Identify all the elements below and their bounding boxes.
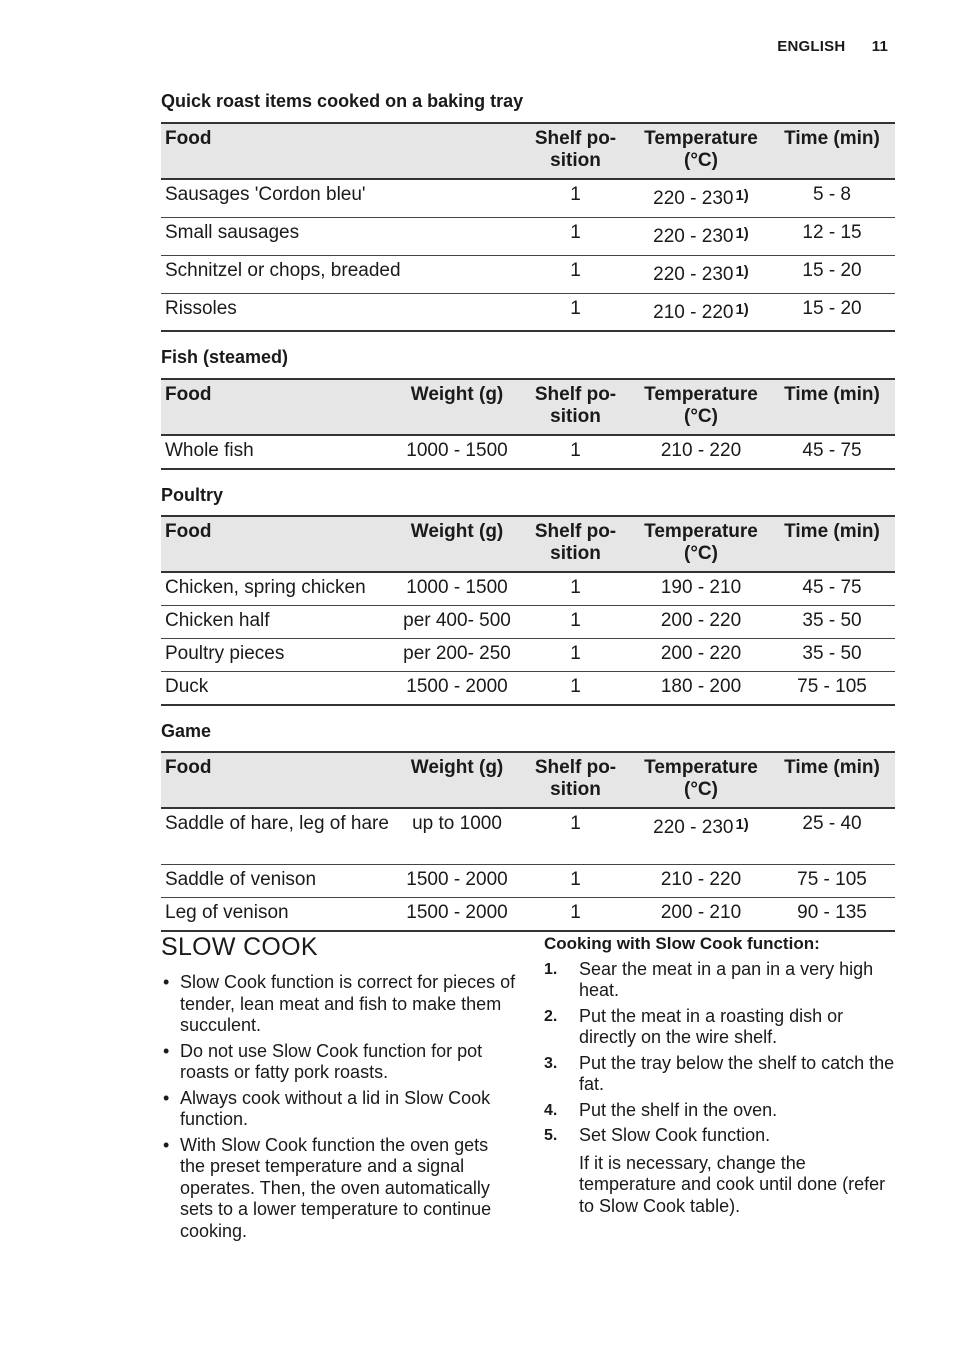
header-time: Time (min) [769, 752, 895, 808]
food-cell: Chicken, spring chicken [165, 577, 366, 598]
page-header [777, 38, 888, 55]
temperature-value: 220 - 230 [653, 188, 734, 209]
table-row [161, 864, 895, 897]
food-cell: Sausages 'Cordon bleu' [165, 184, 366, 205]
step-text: Set Slow Cook function. [579, 1125, 771, 1145]
time-cell: 15 - 20 [802, 297, 862, 319]
temperature-value: 220 - 230 [653, 817, 734, 838]
shelf-cell: 1 [570, 610, 581, 631]
step-item [544, 1100, 896, 1122]
footnote-marker: 1) [735, 262, 749, 280]
quick-roast-table [161, 122, 895, 332]
food-cell: Rissoles [165, 297, 237, 319]
time-cell: 75 - 105 [797, 676, 867, 697]
language-label: ENGLISH [777, 38, 846, 55]
header-shelf [518, 123, 633, 179]
page-number: 11 [871, 38, 888, 55]
slow-cook-bullet-list [161, 972, 517, 1246]
footnote-marker: 1) [735, 816, 749, 833]
step-text: Sear the meat in a pan in a very high heat. [579, 958, 874, 1000]
time-cell: 75 - 105 [797, 868, 867, 890]
time-cell: 12 - 15 [802, 221, 862, 243]
header-food: Food [161, 752, 396, 808]
time-cell: 35 - 50 [802, 610, 862, 631]
food-cell: Small sausages [165, 221, 300, 243]
fish-table [161, 378, 895, 470]
temperature-cell [633, 808, 769, 864]
table-row [161, 606, 895, 639]
temperature-cell: 200 - 220 [660, 610, 742, 631]
step-item [544, 1125, 896, 1147]
food-cell: Whole fish [165, 440, 254, 461]
temperature-cell [633, 293, 769, 331]
food-cell: Poultry pieces [165, 643, 285, 664]
step-text: Put the meat in a roasting dish or directly on the wire shelf. [579, 1005, 844, 1047]
table-row [161, 639, 895, 672]
weight-cell: up to 1000 [412, 813, 502, 834]
temperature-cell [633, 179, 769, 217]
header-shelf-text: Shelf po- sition [534, 384, 617, 427]
weight-cell: 1500 - 2000 [406, 868, 508, 890]
temperature-value: 220 - 230 [653, 225, 734, 247]
temperature-value: 210 - 220 [653, 301, 734, 323]
weight-cell: 1500 - 2000 [406, 676, 508, 697]
header-shelf [518, 516, 633, 572]
header-shelf [518, 379, 633, 435]
footnote-marker: 1) [735, 300, 749, 318]
step-number: 4. [544, 1101, 558, 1119]
time-cell: 90 - 135 [797, 901, 867, 923]
quick-roast-title: Quick roast items cooked on a baking tray [161, 91, 524, 111]
shelf-cell: 1 [570, 676, 581, 697]
table-row [161, 217, 895, 255]
weight-cell: per 400- 500 [403, 610, 511, 631]
food-cell: Chicken half [165, 610, 270, 631]
table-row [161, 255, 895, 293]
header-temperature: Temperature (°C) [633, 752, 769, 808]
shelf-cell: 1 [570, 221, 581, 243]
step-text: Put the tray below the shelf to catch the fat. [579, 1052, 895, 1094]
table-row [161, 572, 895, 606]
footnote-marker: 1) [735, 224, 749, 242]
shelf-cell: 1 [570, 259, 581, 281]
shelf-cell: 1 [570, 901, 581, 923]
header-food: Food [161, 516, 396, 572]
temperature-value: 220 - 230 [653, 263, 734, 285]
steps-list [544, 959, 896, 1147]
temperature-cell: 210 - 220 [660, 440, 742, 461]
steps-heading: Cooking with Slow Cook function: [544, 934, 820, 953]
bullet-item: • Do not use Slow Cook function for pot roasts or fatty pork roasts. [161, 1041, 517, 1084]
header-weight: Weight (g) [396, 516, 518, 572]
time-cell: 35 - 50 [802, 643, 862, 664]
step-number: 3. [544, 1054, 558, 1072]
step-number: 1. [544, 960, 558, 978]
shelf-cell: 1 [570, 813, 581, 834]
bullet-item: • With Slow Cook function the oven gets the preset temperature and a signal operates. Then, the oven automatically sets to a lower temperature to continue cooking. [161, 1135, 517, 1243]
time-cell: 45 - 75 [802, 440, 862, 461]
temperature-cell [633, 217, 769, 255]
game-title: Game [161, 721, 212, 741]
temperature-cell [633, 255, 769, 293]
header-time: Time (min) [769, 123, 895, 179]
shelf-cell: 1 [570, 440, 581, 461]
header-shelf [518, 752, 633, 808]
bullet-item: • Always cook without a lid in Slow Cook function. [161, 1088, 517, 1131]
weight-cell: 1500 - 2000 [406, 901, 508, 923]
temperature-cell: 180 - 200 [660, 676, 742, 697]
header-food: Food [161, 123, 518, 179]
poultry-title: Poultry [161, 485, 224, 505]
step-text: Put the shelf in the oven. [579, 1099, 778, 1120]
temperature-cell: 200 - 210 [660, 901, 742, 923]
time-cell: 25 - 40 [802, 813, 862, 834]
game-table [161, 751, 895, 932]
header-temperature: Temperature (°C) [633, 516, 769, 572]
header-temperature: Temperature (°C) [633, 379, 769, 435]
table-row [161, 179, 895, 217]
table-row [161, 293, 895, 331]
food-cell: Saddle of hare, leg of hare [165, 813, 389, 834]
header-weight: Weight (g) [396, 752, 518, 808]
bullet-item: • Slow Cook function is correct for pieces of tender, lean meat and fish to make them succulent. [161, 972, 517, 1037]
step-number: 5. [544, 1127, 558, 1144]
time-cell: 45 - 75 [802, 577, 862, 598]
food-cell: Leg of venison [165, 901, 289, 923]
step-number: 2. [544, 1007, 558, 1025]
slow-cook-steps-column [544, 933, 896, 1217]
header-weight: Weight (g) [396, 379, 518, 435]
shelf-cell: 1 [570, 297, 581, 319]
food-cell: Saddle of venison [165, 868, 317, 890]
header-time: Time (min) [769, 516, 895, 572]
shelf-cell: 1 [570, 577, 581, 598]
header-shelf-text: Shelf po- sition [534, 521, 617, 564]
weight-cell: 1000 - 1500 [406, 440, 508, 461]
shelf-cell: 1 [570, 184, 581, 205]
time-cell: 5 - 8 [812, 184, 852, 205]
header-food: Food [161, 379, 396, 435]
header-time: Time (min) [769, 379, 895, 435]
step-item [544, 1006, 896, 1049]
table-row [161, 435, 895, 469]
weight-cell: per 200- 250 [403, 643, 511, 664]
table-row [161, 897, 895, 931]
step-note: If it is necessary, change the temperature and cook until done (refer to Slow Cook table). [579, 1152, 886, 1216]
step-item [544, 1053, 896, 1096]
step-item [544, 959, 896, 1002]
header-shelf-text: Shelf po- sition [534, 757, 617, 800]
shelf-cell: 1 [570, 643, 581, 664]
table-row [161, 808, 895, 864]
temperature-cell: 210 - 220 [660, 868, 742, 890]
food-cell: Schnitzel or chops, breaded [165, 259, 401, 281]
slow-cook-heading: SLOW COOK [161, 933, 318, 961]
footnote-marker: 1) [735, 187, 749, 204]
weight-cell: 1000 - 1500 [406, 577, 508, 598]
header-temperature: Temperature (°C) [633, 123, 769, 179]
header-shelf-text: Shelf po- sition [534, 128, 617, 171]
table-row [161, 672, 895, 706]
fish-title: Fish (steamed) [161, 347, 289, 367]
temperature-cell: 200 - 220 [660, 643, 742, 664]
temperature-cell: 190 - 210 [660, 577, 742, 598]
time-cell: 15 - 20 [802, 259, 862, 281]
poultry-table [161, 515, 895, 706]
food-cell: Duck [165, 676, 209, 697]
shelf-cell: 1 [570, 868, 581, 890]
